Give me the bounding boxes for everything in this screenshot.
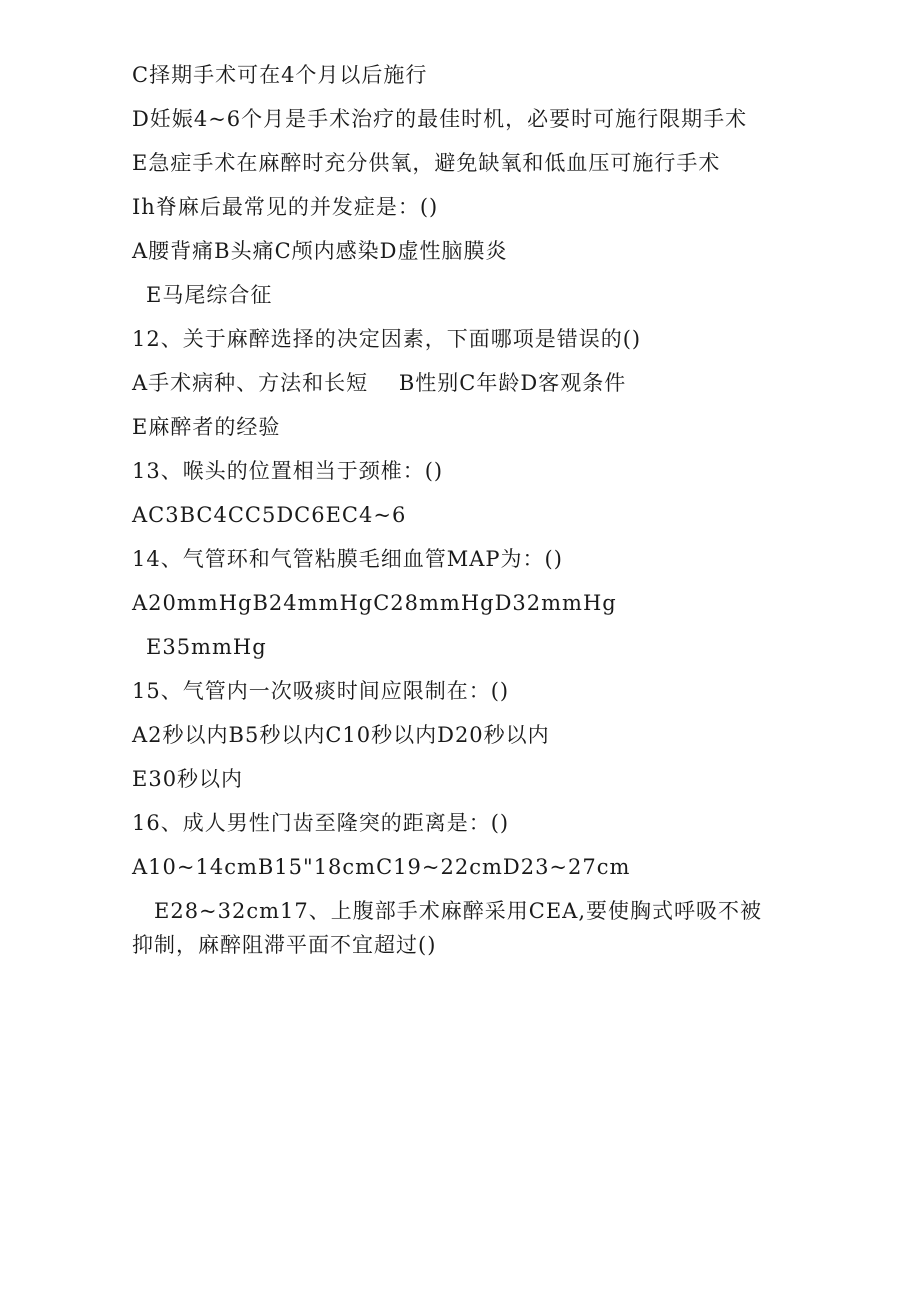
question-15-options-a-d: A2秒以内B5秒以内C10秒以内D20秒以内: [132, 723, 550, 747]
option-d-pregnancy-timing: D妊娠4~6个月是手术治疗的最佳时机，必要时可施行限期手术: [132, 107, 748, 131]
question-16-options-a-d: A10~14cmB15"18cmC19~22cmD23~27cm: [132, 855, 631, 879]
option-e-emergency-surgery: E急症手术在麻醉时充分供氧，避免缺氧和低血压可施行手术: [132, 151, 721, 175]
question-11-options-a-d: A腰背痛B头痛C颅内感染D虚性脑膜炎: [132, 239, 508, 263]
question-12: 12、关于麻醉选择的决定因素，下面哪项是错误的(): [132, 327, 642, 351]
question-12-options-a-d: A手术病种、方法和长短 B性别C年龄D客观条件: [132, 371, 627, 395]
question-13-options: AC3BC4CC5DC6EC4~6: [132, 503, 407, 527]
question-14: 14、气管环和气管粘膜毛细血管MAP为：(): [132, 547, 563, 571]
question-15: 15、气管内一次吸痰时间应限制在：(): [132, 679, 510, 703]
question-12-option-e: E麻醉者的经验: [132, 415, 281, 439]
option-c-elective-surgery: C择期手术可在4个月以后施行: [132, 63, 428, 87]
question-14-option-e: E35mmHg: [146, 635, 267, 659]
question-16-option-e-and-question-17: E28~32cm17、上腹部手术麻醉采用CEA,要使胸式呼吸不被抑制，麻醉阻滞平面不宜超过(): [132, 899, 763, 957]
question-14-options-a-d: A20mmHgB24mmHgC28mmHgD32mmHg: [132, 591, 617, 615]
question-11-option-e: E马尾综合征: [146, 283, 273, 307]
question-15-option-e: E30秒以内: [132, 767, 244, 791]
question-13: 13、喉头的位置相当于颈椎：(): [132, 459, 444, 483]
question-16: 16、成人男性门齿至隆突的距离是：(): [132, 811, 510, 835]
question-11: Ih脊麻后最常见的并发症是：(): [132, 195, 439, 219]
